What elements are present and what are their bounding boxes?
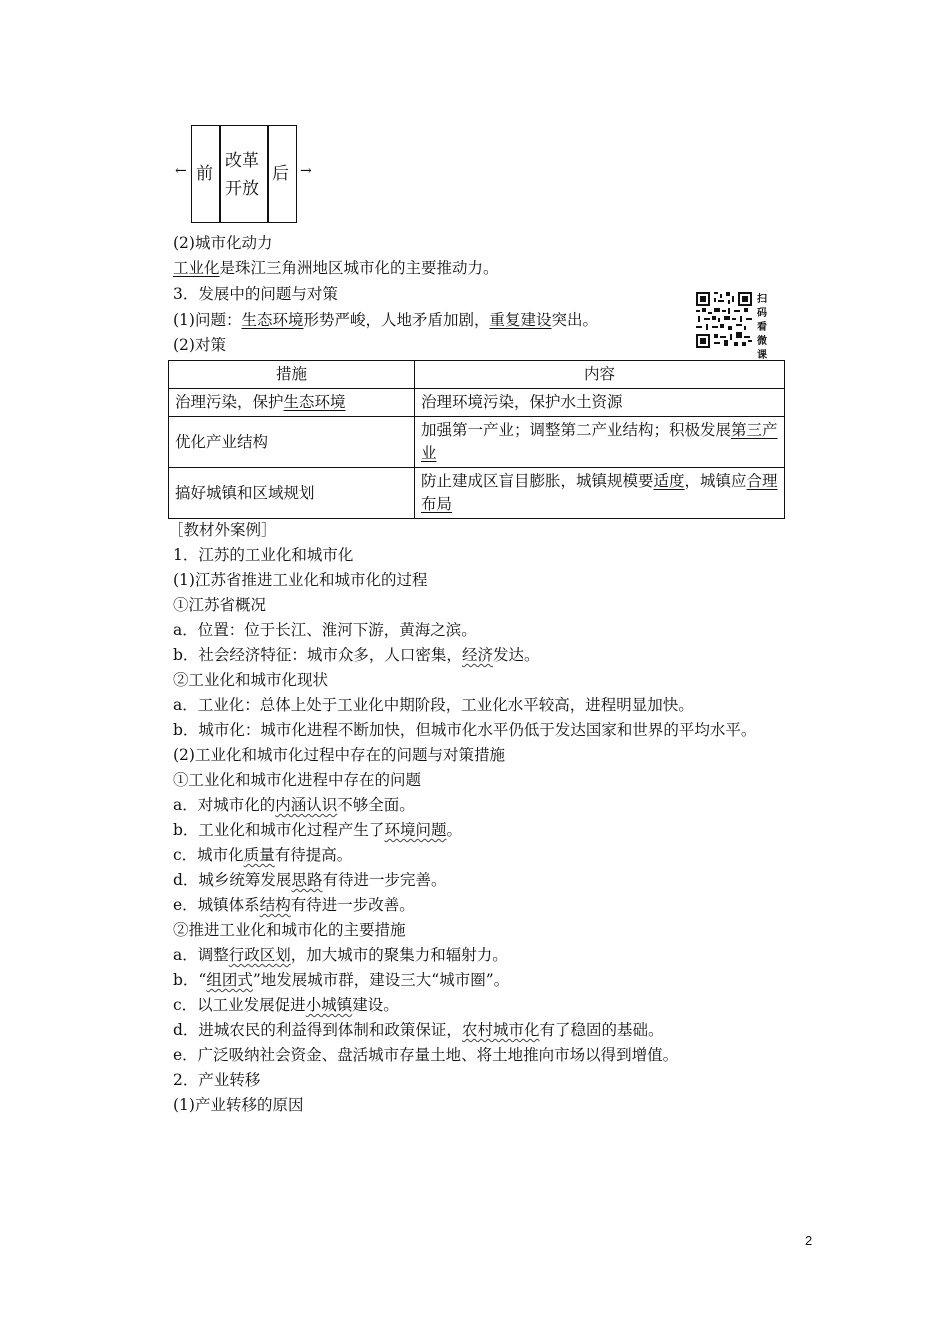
city-dynamics-text: 是珠江三角洲地区城市化的主要推动力。 xyxy=(219,259,499,277)
qr-caption: 扫码看微课 xyxy=(757,294,767,361)
l5-suffix: 发达。 xyxy=(492,646,540,664)
extra-line-19 xyxy=(173,994,399,1016)
l20-suffix: 有了稳固的基础。 xyxy=(539,1021,664,1039)
row1-measure xyxy=(169,389,415,417)
table-row xyxy=(169,417,785,468)
l13-prefix: c．城市化 xyxy=(173,846,244,864)
extra-line-10: ①工业化和城市化进程中存在的问题 xyxy=(173,771,422,789)
l19-suffix: 建设。 xyxy=(352,996,399,1014)
problems-prefix: (1)问题： xyxy=(173,311,242,329)
emph-admin-division: 行政区划 xyxy=(228,946,291,964)
blank-ecology: 生态环境 xyxy=(241,311,304,329)
blank-repeated-construction: 重复建设 xyxy=(489,311,552,329)
emph-rural-urbanization: 农村城市化 xyxy=(461,1021,540,1039)
table-header-row xyxy=(169,361,785,389)
extra-line-22: 2．产业转移 xyxy=(173,1071,261,1089)
l18-suffix: ”地发展城市群，建设三大“城市圈”。 xyxy=(252,971,510,989)
row3-content-mid: ，城镇应 xyxy=(684,472,747,490)
l11-prefix: a．对城市化的 xyxy=(173,796,276,814)
row3-content-text: 防止建成区盲目膨胀，城镇规模要 xyxy=(421,472,654,490)
extra-line-9: (2)工业化和城市化过程中存在的问题与对策措施 xyxy=(173,746,505,764)
emph-cluster: 组团式 xyxy=(206,971,253,989)
l12-suffix: 。 xyxy=(446,821,462,839)
countermeasure-table xyxy=(168,360,785,519)
row1-measure-text: 治理污染，保护 xyxy=(175,393,284,411)
extra-line-16: ②推进工业化和城市化的主要措施 xyxy=(173,921,406,939)
qr-code-icon[interactable] xyxy=(696,292,752,348)
extra-line-13 xyxy=(173,844,352,866)
l14-prefix: d．城乡统筹发展 xyxy=(173,871,292,889)
table-row xyxy=(169,468,785,519)
extra-line-6: ②工业化和城市化现状 xyxy=(173,671,329,689)
l5-prefix: b．社会经济特征：城市众多，人口密集， xyxy=(173,646,462,664)
reform-label-1: 改革 xyxy=(225,151,259,171)
extra-line-14 xyxy=(173,869,446,891)
before-label: 前 xyxy=(196,164,213,184)
blank-industrialization: 工业化 xyxy=(173,259,220,277)
problems-line xyxy=(173,309,598,331)
extra-line-18 xyxy=(173,969,509,991)
row2-content-text: 加强第一产业；调整第二产业结构；积极发展 xyxy=(421,421,732,439)
row3-content xyxy=(415,468,785,519)
extra-line-2: (1)江苏省推进工业化和城市化的过程 xyxy=(173,571,428,589)
l19-prefix: c．以工业发展促进 xyxy=(173,996,306,1014)
emph-environment: 环境问题 xyxy=(384,821,447,839)
problems-suffix: 突出。 xyxy=(551,311,599,329)
l13-suffix: 有待提高。 xyxy=(274,846,353,864)
row3-measure: 搞好城镇和区域规划 xyxy=(169,468,415,519)
row1-content: 治理环境污染，保护水土资源 xyxy=(415,389,785,417)
extra-line-4: a．位置：位于长江、淮河下游，黄海之滨。 xyxy=(173,621,477,639)
l17-suffix: ，加大城市的聚集力和辐射力。 xyxy=(290,946,508,964)
emph-economy: 经济 xyxy=(461,646,493,664)
extra-line-23: (1)产业转移的原因 xyxy=(173,1096,304,1114)
extra-line-12 xyxy=(173,819,462,841)
right-arrow-icon: → xyxy=(300,163,312,179)
extra-line-7: a．工业化：总体上处于工业化中期阶段，工业化水平较高，进程明显加快。 xyxy=(173,696,694,714)
header-measure: 措施 xyxy=(169,361,415,389)
l14-suffix: 有待进一步完善。 xyxy=(322,871,447,889)
l15-prefix: e．城镇体系 xyxy=(173,896,260,914)
emph-connotation: 内涵认识 xyxy=(275,796,338,814)
reform-timeline-diagram xyxy=(175,125,315,223)
extra-case-heading: ［教材外案例］ xyxy=(168,521,277,539)
l20-prefix: d．进城农民的利益得到体制和政策保证， xyxy=(173,1021,462,1039)
page-number: 2 xyxy=(805,1233,813,1248)
section-problems-title: 3．发展中的问题与对策 xyxy=(173,285,338,303)
extra-line-20 xyxy=(173,1019,663,1041)
city-dynamics-line xyxy=(173,257,499,279)
row2-content xyxy=(415,417,785,468)
emph-structure: 结构 xyxy=(259,896,291,914)
blank-ecology-2: 生态环境 xyxy=(283,393,346,411)
emph-thinking: 思路 xyxy=(291,871,323,889)
extra-line-1: 1．江苏的工业化和城市化 xyxy=(173,546,354,564)
row2-measure: 优化产业结构 xyxy=(169,417,415,468)
l11-suffix: 不够全面。 xyxy=(337,796,415,814)
table-row xyxy=(169,389,785,417)
extra-line-15 xyxy=(173,894,415,916)
blank-reasonable-layout: 合理布局 xyxy=(421,472,778,513)
extra-line-5 xyxy=(173,644,539,666)
blank-moderate: 适度 xyxy=(653,472,685,490)
extra-line-21: e．广泛吸纳社会资金、盘活城市存量土地、将土地推向市场以得到增值。 xyxy=(173,1046,679,1064)
header-content: 内容 xyxy=(415,361,785,389)
extra-line-3: ①江苏省概况 xyxy=(173,596,267,614)
section-city-dynamics-title: (2)城市化动力 xyxy=(173,234,273,252)
left-arrow-icon: ← xyxy=(175,163,187,179)
extra-line-11 xyxy=(173,794,415,816)
l18-prefix: b．“ xyxy=(173,971,207,989)
extra-line-8: b．城市化：城市化进程不断加快，但城市化水平仍低于发达国家和世界的平均水平。 xyxy=(173,721,757,739)
countermeasure-title: (2)对策 xyxy=(173,336,226,354)
problems-mid: 形势严峻，人地矛盾加剧， xyxy=(303,311,490,329)
emph-small-town: 小城镇 xyxy=(305,996,353,1014)
l12-prefix: b．工业化和城市化过程产生了 xyxy=(173,821,385,839)
extra-line-17 xyxy=(173,944,508,966)
l17-prefix: a．调整 xyxy=(173,946,229,964)
l15-suffix: 有待进一步改善。 xyxy=(290,896,415,914)
reform-label-2: 开放 xyxy=(225,179,259,199)
reform-box xyxy=(219,125,269,223)
blank-tertiary-industry: 第三产业 xyxy=(421,421,778,462)
after-label: 后 xyxy=(272,164,289,184)
emph-quality: 质量 xyxy=(243,846,275,864)
